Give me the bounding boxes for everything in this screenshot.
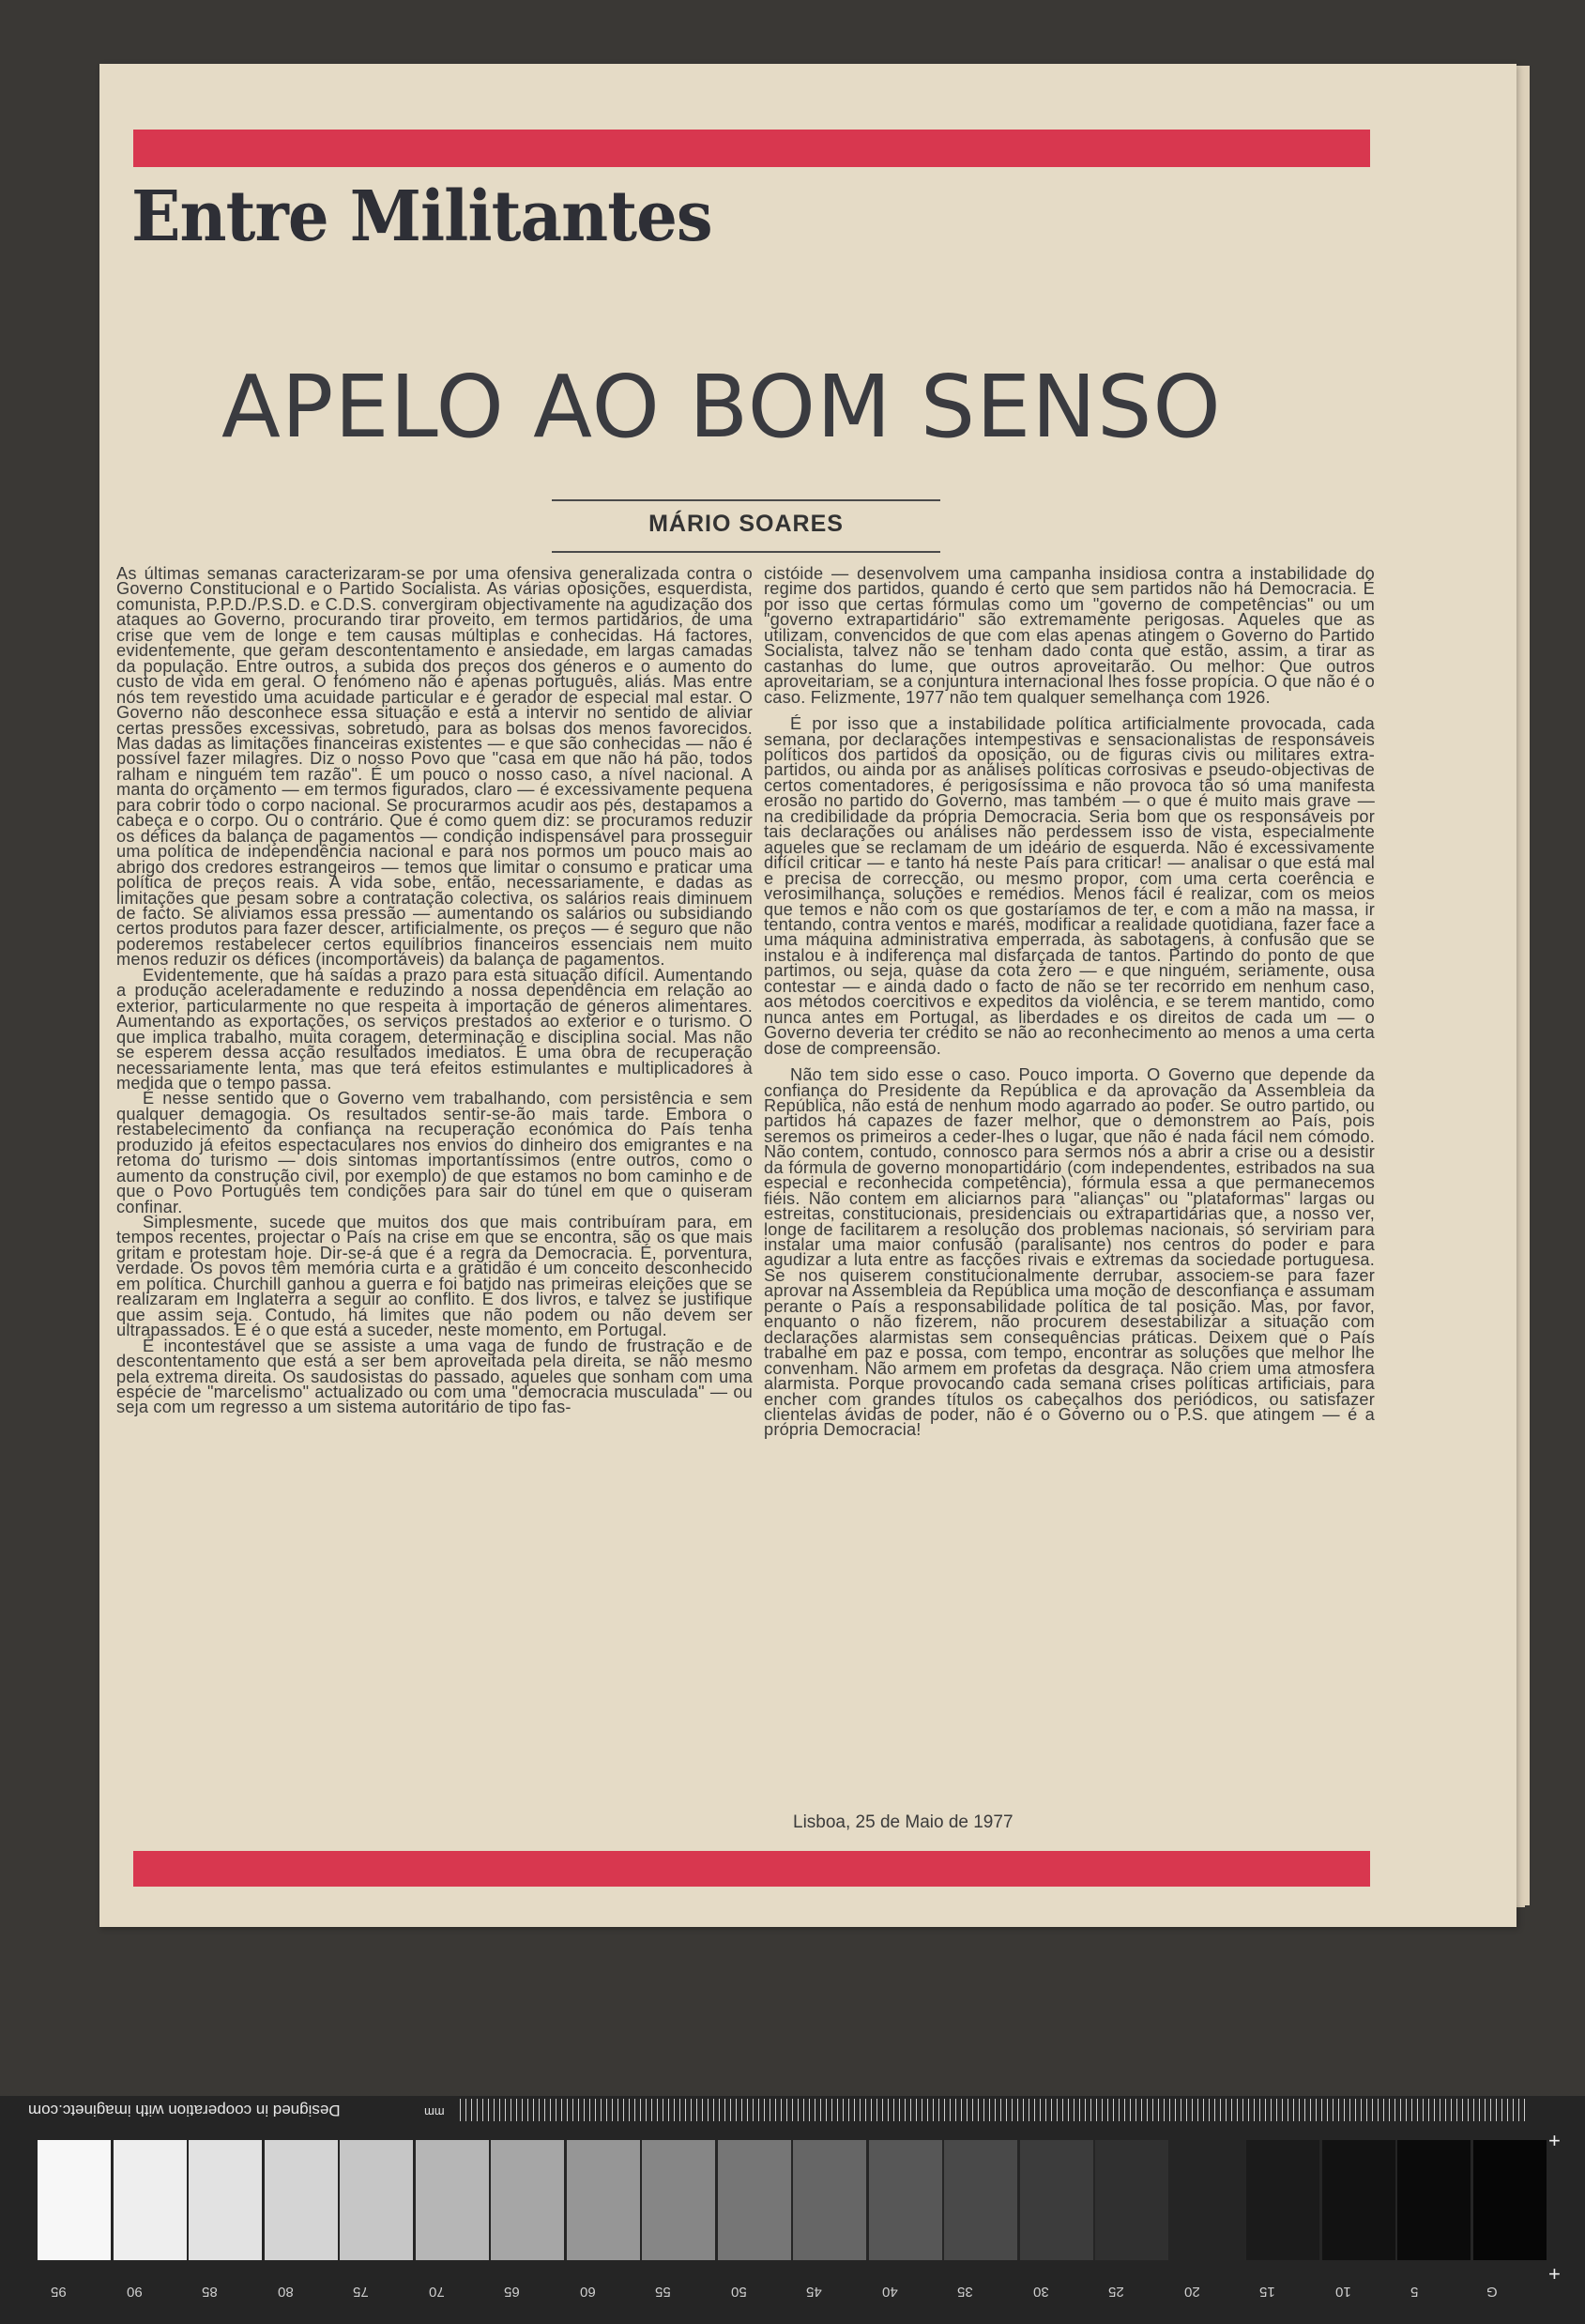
headline: APELO AO BOM SENSO	[221, 357, 1222, 457]
scale-number: 50	[730, 2284, 747, 2300]
gray-patch	[567, 2140, 640, 2260]
gray-patch	[1020, 2140, 1093, 2260]
article-column-right	[764, 566, 1375, 1438]
scale-number: 15	[1259, 2284, 1275, 2300]
gray-patch	[416, 2140, 489, 2260]
plus-mark-icon: +	[1548, 2262, 1561, 2286]
gray-patch	[38, 2140, 111, 2260]
plus-mark-icon: +	[1548, 2129, 1561, 2152]
ruler-unit: mm	[424, 2105, 445, 2119]
scale-number: 60	[579, 2284, 596, 2300]
scale-number: 65	[504, 2284, 520, 2300]
scale-number: 10	[1334, 2284, 1351, 2300]
scale-number: 90	[126, 2284, 143, 2300]
scale-number: 95	[51, 2284, 67, 2300]
paragraph: cistóide — desenvolvem uma campanha insidiosa contra a instabilidade do regime dos partidos, quando é certo que sem partidos não há Democracia. É por isso que certas fórmulas como um "governo de competências" ou um "governo extrapartidário" são extremamente perigosas. Aqueles que as utilizam, convencidos de que com elas apenas atingem o Governo do Partido Socialista, talvez não se tenham dado conta que estão, assim, a tirar as castanhas do lume, que outros aproveitarão. Ou melhor: Que outros aproveitariam, se a conjuntura internacional lhes fosse propícia. O que não é o caso. Felizmente, 1977 não tem qualquer semelhança com 1926.	[764, 564, 1375, 707]
gray-patch	[189, 2140, 262, 2260]
scale-number: 70	[428, 2284, 445, 2300]
scale-number: 40	[881, 2284, 898, 2300]
scale-number: 75	[353, 2284, 369, 2300]
gray-patch	[1473, 2140, 1547, 2260]
byline-rule-bottom	[552, 551, 940, 553]
scale-number: 20	[1183, 2284, 1200, 2300]
scale-number: 30	[1032, 2284, 1049, 2300]
gray-patch	[1171, 2140, 1244, 2260]
paragraph: Evidentemente, que há saídas a prazo para esta situação difícil. Aumentando a produção aceleradamente e reduzindo a nossa dependência em relação ao exterior, particularmente no que respeita à importação de géneros alimentares. Aumentando as exportações, os serviços prestados ao exterior e o turismo. O que implica trabalho, muita coragem, determinação e disciplina social. Mas não se esperem dessa acção resultados imediatos. É uma obra de recuperação necessariamente lenta, mas que terá efeitos estimulantes e multiplicadores à medida que o tempo passa.	[116, 965, 753, 1093]
byline-rule-top	[552, 499, 940, 501]
gray-patch	[793, 2140, 866, 2260]
scale-number: 35	[957, 2284, 973, 2300]
top-red-bar	[133, 130, 1370, 167]
gray-patch	[265, 2140, 338, 2260]
gray-patch	[1095, 2140, 1168, 2260]
scale-number: G	[1486, 2284, 1498, 2300]
gray-patch	[944, 2140, 1017, 2260]
paragraph: Simplesmente, sucede que muitos dos que mais contribuíram para, em tempos recentes, projectar o País na crise em que se encontra, são os que mais gritam e protestam hoje. Dir-se-á que é a regra da Democracia. É, porventura, verdade. Os povos têm memória curta e a gratidão é um conceito desconhecido em política. Churchill ganhou a guerra e foi batido nas primeiras eleições que se realizaram em Inglaterra a seguir ao conflito. É dos livros, e talvez se justifique que assim seja. Contudo, há limites que não podem ou não devem ser ultrapassados. E é o que está a suceder, neste momento, em Portugal.	[116, 1213, 753, 1340]
paragraph: Não tem sido esse o caso. Pouco importa. O Governo que depende da confiança do Presidente da República e da aprovação da Assembleia da República, não está de nenhum modo agarrado ao poder. Se outro partido, ou partidos há capazes de fazer melhor, que o demonstrem ao País, pois seremos os primeiros a ceder-lhes o lugar, que não é nada fácil nem cómodo. Não contem, contudo, connosco para sermos nós a abrir a crise ou a desistir da fórmula de governo monopartidário (com independentes, estribados na sua especial e reconhecida competência), fórmula essa a que permanecemos fiéis. Não contem em aliciarnos para "alianças" ou "plataformas" largas ou estreitas, constitucionais, presidenciais ou extrapartidárias que, a nosso ver, longe de facilitarem a resolução dos problemas nacionais, só serviriam para instalar uma maior confusão (paralisante) nos centros do poder e para agudizar a luta entre as facções rivais e extremas da sociedade portuguesa. Se nos quiserem constitucionalmente derrubar, associem-se para fazer aprovar na Assembleia da República uma moção de desconfiança e assumam perante o País a responsabilidade política de tal posição. Mas, por favor, enquanto o não fizerem, não procurem desestabilizar a situação com declarações alarmistas sem consequências práticas. Deixem que o País trabalhe em paz e possa, com tempo, encontrar as soluções que melhor lhe convenham. Não armem em profetas da desgraça. Não criem uma atmosfera alarmista. Porque provocando cada semana crises políticas artificiais, para encher com grandes títulos os cabeçalhos dos periódicos, ou satisfazer clientelas ávidas de poder, não é o Governo ou o P.S. que atingem — é a própria Democracia!	[764, 1065, 1375, 1440]
scale-number: 55	[655, 2284, 671, 2300]
paragraph: É incontestável que se assiste a uma vaga de fundo de frustração e de descontentamento que está a ser bem aproveitada pela direita, se não mesmo pela extrema direita. Os saudosistas do passado, aqueles que sonham com uma espécie de "marcelismo" actualizado ou com uma "democracia musculada" — ou seja com um regresso a um sistema autoritário de tipo fas-	[116, 1336, 753, 1417]
scan-credit: Designed in cooperation with imaginetc.com	[28, 2102, 341, 2119]
gray-patch	[869, 2140, 942, 2260]
gray-patch	[340, 2140, 413, 2260]
bottom-red-bar	[133, 1851, 1370, 1887]
article-column-left	[116, 566, 753, 1415]
gray-patch	[1322, 2140, 1395, 2260]
gray-patch	[1397, 2140, 1471, 2260]
scale-number: 85	[202, 2284, 218, 2300]
gray-patch	[1246, 2140, 1319, 2260]
paragraph: As últimas semanas caracterizaram-se por uma ofensiva generalizada contra o Governo Constitucional e o Partido Socialista. As várias oposições, esquerdista, comunista, P.P.D./P.S.D. e C.D.S. convergiram objectivamente na agudização dos ataques ao Governo, procurando tirar proveito, em termos partidários, de uma crise que vem de longe e tem causas múltiplas e conhecidas. Há factores, evidentemente, que geram descontentamento e ansiedade, em largas camadas da população. Entre outros, a subida dos preços dos géneros e o aumento do custo de vida em geral. O fenómeno não é apenas português, aliás. Mas entre nós tem revestido uma acuidade particular e é gerador de especial mal estar. O Governo não desconhece essa situação e está a intervir no sentido de aliviar certas pressões excessivas, sobretudo, para as bolsas dos menos favorecidos. Mas dadas as limitações financeiras existentes — e que são conhecidas — não é possível fazer milagres. Diz o nosso Povo que "casa em que não há pão, todos ralham e ninguém tem razão". É um pouco o nosso caso, a nível nacional. A manta do orçamento — em termos figurados, claro — é excessivamente pequena para cobrir todo o corpo nacional. Se procurarmos acudir aos pés, destapamos a cabeça e o corpo. Ou o contrário. Que é como quem diz: se procuramos reduzir os défices da balança de pagamentos — condição indispensável para prosseguir uma política de independência nacional e para nos pormos um pouco mais ao abrigo dos credores estrangeiros — temos que limitar o consumo e praticar uma política de preços reais. A vida sobe, então, necessariamente, e dadas as limitações que pesam sobre a contratação colectiva, os salários reais diminuem de facto. Se aliviamos essa pressão — aumentando os salários ou subsidiando certos produtos para fazer descer, artificialmente, os preços — é seguro que não poderemos restabelecer certos equilíbrios financeiros essenciais nem muito menos reduzir os défices (incomportáveis) da balança de pagamentos.	[116, 564, 753, 970]
scale-number: 80	[277, 2284, 294, 2300]
section-title: Entre Militantes	[131, 176, 712, 257]
paragraph: É nesse sentido que o Governo vem trabalhando, com persistência e sem qualquer demagogia. Os resultados sentir-se-ão mais tarde. Embora o restabelecimento da confiança na recuperação económica do País tenha produzido já efeitos espectaculares nos envios do dinheiro dos emigrantes e na retoma do turismo — dois sintomas importantíssimos (entre outros, como o aumento da construção civil, por exemplo) de que estamos no bom caminho e de que o Povo Português tem condições para sair do túnel em que o quiseram confinar.	[116, 1089, 753, 1216]
byline: MÁRIO SOARES	[648, 511, 844, 537]
newspaper-page	[99, 64, 1516, 1927]
gray-patch	[718, 2140, 791, 2260]
paragraph: É por isso que a instabilidade política artificialmente provocada, cada semana, por declarações intempestivas e sensacionalistas de responsáveis políticos dos partidos da oposição, ou de figuras civis ou militares extra-partidos, ou ainda por as análises políticas corrosivas e pseudo-objectivas de certos comentadores, é perigosíssima e não provoca tão só uma manifesta erosão no partido do Governo, mas também — o que é muito mais grave — na credibilidade da própria Democracia. Seria bom que os responsáveis por tais declarações ou análises não perdessem isso de vista, especialmente aqueles que se reclamam de um ideário de esquerda. Não é excessivamente difícil criticar — e tanto há neste País para criticar! — analisar o que está mal e precisa de correcção, ou mesmo propor, com uma certa coerência e verosimilhança, soluções e remédios. Menos fácil é realizar, com os meios que temos e não com os que gostaríamos de ter, e com a mão na massa, ir tentando, contra ventos e marés, modificar a realidade quotidiana, fazer face a uma máquina administrativa emperrada, às sabotagens, à confusão que se instalou e à indiferença mal disfarçada de tantos. Partindo do ponto de que partimos, ou seja, quase da cota zero — e que ninguém, seriamente, ousa contestar — e ainda dado o facto de não se ter recorrido em nenhum caso, aos métodos coercitivos e expeditos da violência, e se terem mantido, como nunca antes em Portugal, as liberdades e os direitos de cada um — o Governo deveria ter crédito se não ao reconhecimento ao menos a uma certa dose de compreensão.	[764, 714, 1375, 1058]
dateline: Lisboa, 25 de Maio de 1977	[793, 1812, 1013, 1832]
scale-number: 45	[806, 2284, 822, 2300]
scale-number: 5	[1410, 2284, 1419, 2300]
gray-patch	[642, 2140, 715, 2260]
gray-patch	[114, 2140, 187, 2260]
gray-patch	[491, 2140, 564, 2260]
scale-number: 25	[1108, 2284, 1124, 2300]
mm-ruler	[460, 2099, 1525, 2121]
